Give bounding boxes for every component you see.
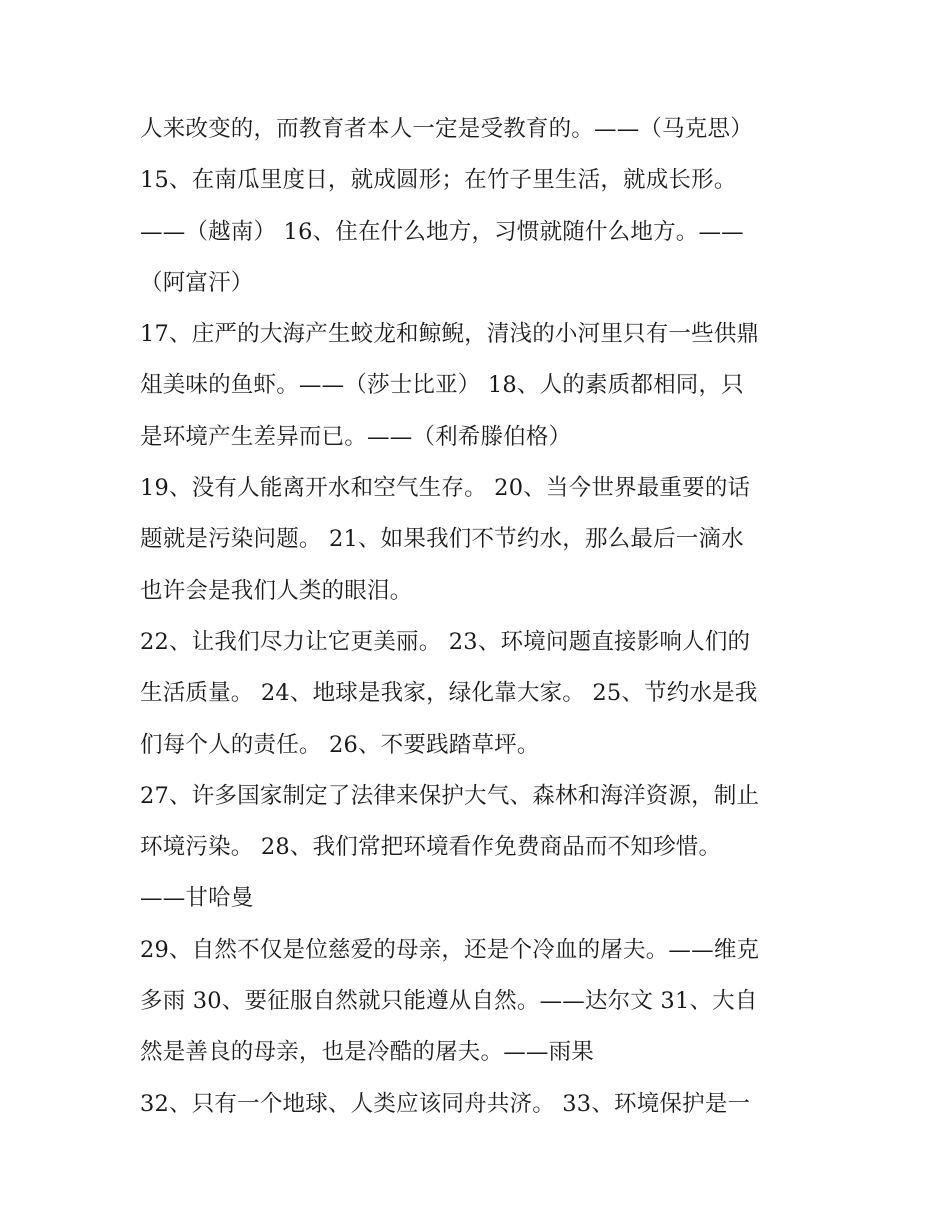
text-line-14: 27、许多国家制定了法律来保护大气、森林和海洋资源，制止 <box>140 782 760 809</box>
text-line-5: 17、庄严的大海产生蛟龙和鲸鲵，清浅的小河里只有一些供鼎 <box>140 321 760 348</box>
text-line-15: 环境污染。 28、我们常把环境看作免费商品而不知珍惜。 <box>140 834 722 861</box>
text-line-7: 是环境产生差异而已。——（利希滕伯格） <box>140 423 572 450</box>
text-line-4: （阿富汗） <box>140 269 254 296</box>
text-line-6: 俎美味的鱼虾。——（莎士比亚） 18、人的素质都相同，只 <box>140 372 744 399</box>
text-line-12: 生活质量。 24、地球是我家，绿化靠大家。 25、节约水是我 <box>140 680 758 707</box>
document-body <box>140 104 840 1130</box>
text-line-8: 19、没有人能离开水和空气生存。 20、当今世界最重要的话 <box>140 475 751 502</box>
text-line-20: 32、只有一个地球、人类应该同舟共济。 33、环境保护是一 <box>140 1090 751 1117</box>
text-line-13: 们每个人的责任。 26、不要践踏草坪。 <box>140 731 540 758</box>
text-line-2: 15、在南瓜里度日，就成圆形；在竹子里生活，就成长形。 <box>140 167 737 194</box>
text-line-1: 人来改变的，而教育者本人一定是受教育的。——（马克思） <box>140 116 753 142</box>
text-line-11: 22、让我们尽力让它更美丽。 23、环境问题直接影响人们的 <box>140 628 751 655</box>
text-line-16: ——甘哈曼 <box>140 885 254 912</box>
text-line-18: 多雨 30、要征服自然就只能遵从自然。——达尔文 31、大自 <box>140 988 758 1015</box>
text-line-19: 然是善良的母亲，也是冷酷的屠夫。——雨果 <box>140 1039 595 1066</box>
text-line-3: ——（越南） 16、住在什么地方，习惯就随什么地方。—— <box>140 218 744 245</box>
text-line-17: 29、自然不仅是位慈爱的母亲，还是个冷血的屠夫。——维克 <box>140 936 760 963</box>
text-line-9: 题就是污染问题。 21、如果我们不节约水，那么最后一滴水 <box>140 526 744 553</box>
text-line-10: 也许会是我们人类的眼泪。 <box>140 577 413 604</box>
